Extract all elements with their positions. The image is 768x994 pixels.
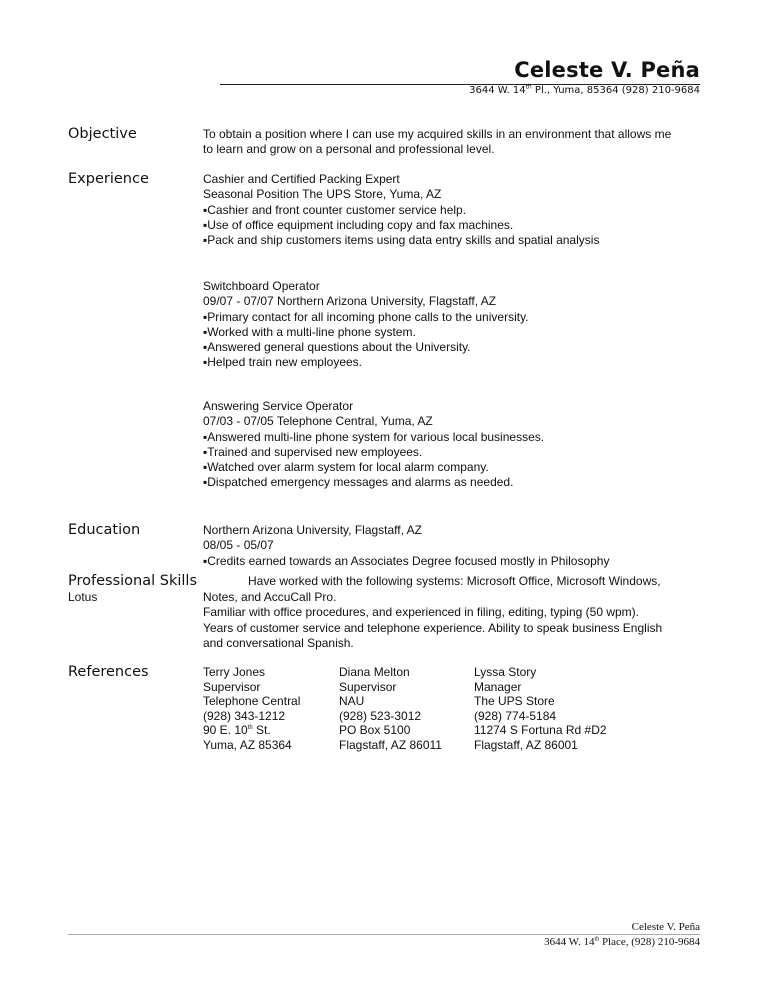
footer-divider <box>68 934 700 935</box>
experience-heading: Experience <box>68 171 149 187</box>
job-entry <box>203 399 544 491</box>
education-heading: Education <box>68 522 141 538</box>
footer-address: 3644 W. 14th Place, (928) 210-9684 <box>544 936 700 948</box>
skills-heading: Professional Skills <box>68 573 197 589</box>
job-bullet: ▪Pack and ship customers items using data entry skills and spatial analysis <box>203 233 600 248</box>
job-bullet: ▪Worked with a multi-line phone system. <box>203 324 416 339</box>
education-text: Northern Arizona University, Flagstaff, AZ 08/05 - 05/07 ▪Credits earned towards an Associates Degree focused mostly in Philosophy <box>203 523 610 568</box>
job-bullet: ▪Trained and supervised new employees. <box>203 444 423 459</box>
reference-phone: (928) 774-5184 <box>474 708 557 723</box>
reference-city: Flagstaff, AZ 86011 <box>339 737 442 752</box>
job-title: Cashier and Certified Packing Expert <box>203 172 400 186</box>
reference-role: Manager <box>474 679 522 694</box>
references-heading: References <box>68 664 149 680</box>
job-meta: Seasonal Position The UPS Store, Yuma, AZ <box>203 187 442 202</box>
reference-name: Terry Jones <box>203 665 266 679</box>
job-title: Switchboard Operator <box>203 279 320 293</box>
reference-city: Flagstaff, AZ 86001 <box>474 737 578 752</box>
reference-entry <box>203 665 300 752</box>
job-bullet: ▪Use of office equipment including copy and fax machines. <box>203 217 514 232</box>
reference-name: Diana Melton <box>339 665 410 679</box>
footer-name: Celeste V. Peña <box>631 921 700 933</box>
skills-wrap-text: Lotus <box>68 590 98 604</box>
job-bullet: ▪Watched over alarm system for local alarm company. <box>203 460 489 475</box>
skills-text: Notes, and AccuCall Pro. Familiar with office procedures, and experienced in filing, editing, typing (50 wpm). Years of customer service and telephone experience. Ability to speak business English and conversational Spanish. <box>203 590 663 650</box>
skills-lead-text: Have worked with the following systems: Microsoft Office, Microsoft Windows, <box>248 574 661 588</box>
reference-street: PO Box 5100 <box>339 723 411 737</box>
job-bullet: ▪Helped train new employees. <box>203 355 363 370</box>
job-bullet: ▪Primary contact for all incoming phone calls to the university. <box>203 309 529 324</box>
reference-org: The UPS Store <box>474 694 555 708</box>
job-meta: 07/03 - 07/05 Telephone Central, Yuma, AZ <box>203 414 433 429</box>
job-bullet: ▪Answered multi-line phone system for various local businesses. <box>203 429 545 444</box>
reference-city: Yuma, AZ 85364 <box>203 737 292 752</box>
job-bullet: ▪Cashier and front counter customer service help. <box>203 202 467 217</box>
job-entry <box>203 172 599 248</box>
resume-name: Celeste V. Peña <box>514 58 700 82</box>
reference-org: Telephone Central <box>203 694 301 708</box>
objective-heading: Objective <box>68 126 137 142</box>
reference-phone: (928) 343-1212 <box>203 708 286 723</box>
reference-entry <box>339 665 442 752</box>
job-meta: 09/07 - 07/07 Northern Arizona University, Flagstaff, AZ <box>203 294 497 309</box>
header-address: 3644 W. 14th Pl., Yuma, 85364 (928) 210-9684 <box>469 83 700 96</box>
reference-street: 11274 S Fortuna Rd #D2 <box>474 723 607 737</box>
reference-street: 90 E. 10th St. <box>203 723 271 737</box>
objective-text: To obtain a position where I can use my acquired skills in an environment that allows me to learn and grow on a personal and professional level. <box>203 127 672 157</box>
job-title: Answering Service Operator <box>203 399 354 413</box>
reference-role: Supervisor <box>339 679 397 694</box>
job-bullet: ▪Answered general questions about the University. <box>203 340 471 355</box>
job-entry <box>203 279 529 371</box>
reference-name: Lyssa Story <box>474 665 537 679</box>
reference-entry <box>474 665 607 752</box>
job-bullet: ▪Dispatched emergency messages and alarms as needed. <box>203 475 514 490</box>
reference-phone: (928) 523-3012 <box>339 708 422 723</box>
reference-role: Supervisor <box>203 679 261 694</box>
reference-org: NAU <box>339 694 365 708</box>
